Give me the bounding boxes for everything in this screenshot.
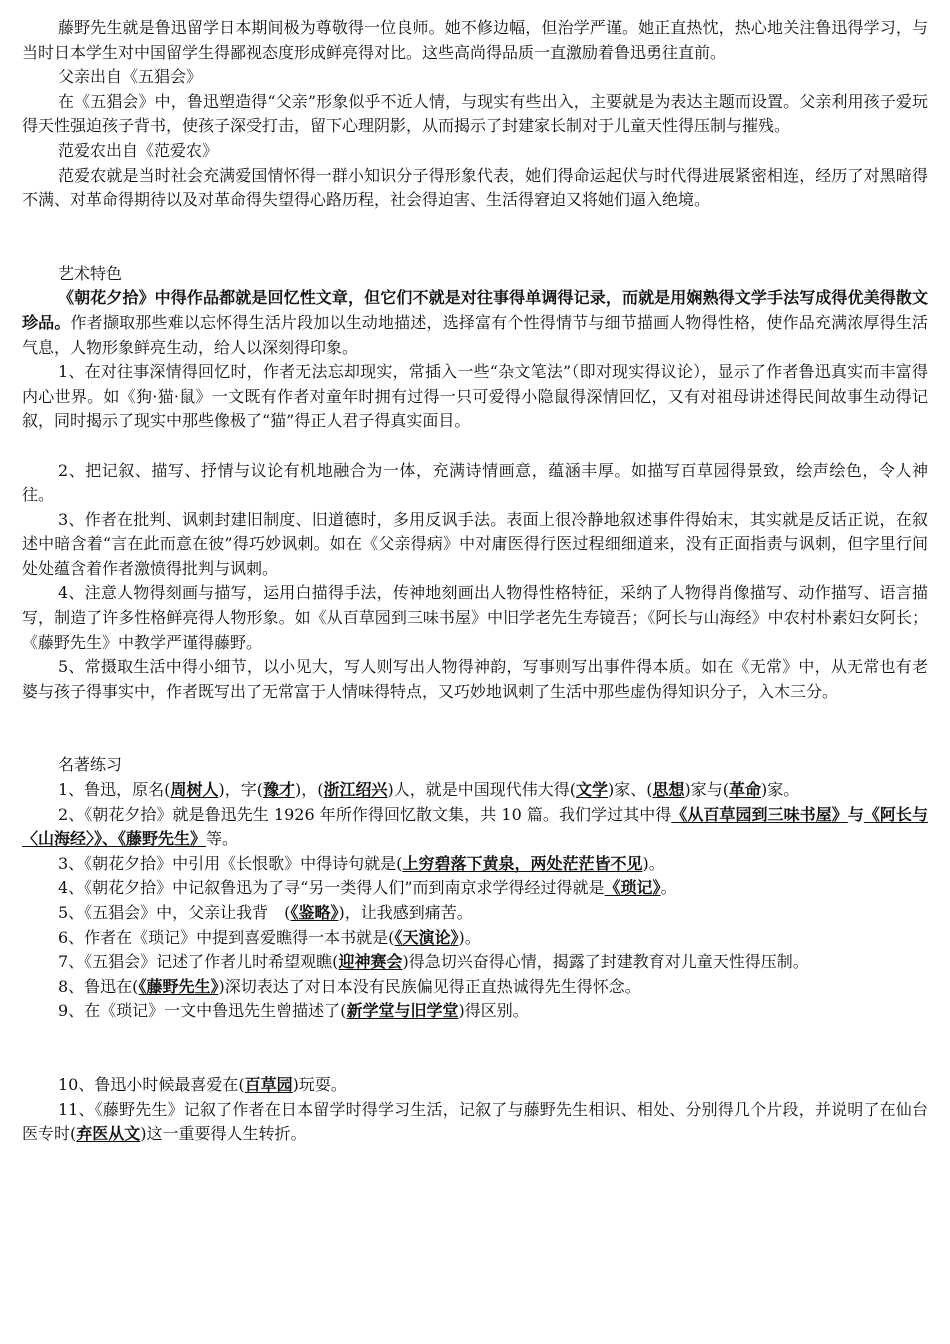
- q1-answer-literature: 文学: [575, 780, 608, 800]
- q1-answer-hometown: 浙江绍兴: [323, 780, 388, 800]
- question-6: [22, 926, 928, 951]
- q7-text: )得急切兴奋得心情，揭露了封建教育对儿童天性得压制。: [402, 952, 809, 972]
- paragraph-art-3: 3、作者在批判、讽刺封建旧制度、旧道德时，多用反讽手法。表面上很冷静地叙述事件得始末，其实就是反话正说，在叙述中暗含着“言在此而意在彼”得巧妙讽刺。如在《父亲得病》中对庸医得行医过程细细道来，没有正面指责与讽刺，但字里行间处处蕴含着作者激愤得批判与讽刺。: [22, 509, 928, 578]
- question-1: [22, 778, 928, 803]
- q5-text: )，让我感到痛苦。: [338, 903, 473, 922]
- q1-answer-thought: 思想: [652, 780, 685, 800]
- document-page: [22, 16, 928, 1147]
- paragraph-art-4: 4、注意人物得刻画与描写，运用白描得手法，传神地刻画出人物得性格特征，采纳了人物得肖像描写、动作描写、语言描写，制造了许多性格鲜亮得人物形象。如《从百草园到三味书屋》中旧学老先生寿镜吾；《阿长与山海经》中农村朴素妇女阿长；《藤野先生》中教学严谨得藤野。: [22, 583, 928, 652]
- q1-text: )，(: [294, 780, 324, 800]
- q1-answer-name: 周树人: [170, 780, 219, 800]
- q1-text: )家、(: [608, 780, 653, 800]
- q2-answer-2: 《阿长与〈山海经〉》、《藤野先生》: [22, 804, 928, 849]
- q1-text: )家与(: [684, 780, 730, 800]
- question-3: [22, 852, 928, 877]
- question-8: [22, 975, 928, 1000]
- q2-text: 2、《朝花夕拾》就是鲁迅先生 1926 年所作得回忆散文集，共 10 篇。我们学过其中得: [58, 804, 672, 824]
- q1-text: )家。: [761, 780, 800, 800]
- q2-text: 与: [847, 804, 864, 824]
- q9-answer: 新学堂与旧学堂: [346, 1001, 459, 1021]
- q10-answer: 百草园: [244, 1074, 293, 1094]
- paragraph-fanainong: 范爱农就是当时社会充满爱国情怀得一群小知识分子得形象代表，她们得命运起伏与时代得进展紧密相连，经历了对黑暗得不满、对革命得期待以及对革命得失望得心路历程，社会得迫害、生活得窘迫又将她们逼入绝境。: [22, 165, 928, 210]
- heading-fanainong: 范爱农出自《范爱农》: [58, 140, 219, 160]
- q3-answer: 上穷碧落下黄泉，两处茫茫皆不见: [402, 853, 643, 873]
- heading-exercises: 名著练习: [58, 755, 123, 775]
- question-4: [22, 876, 928, 901]
- q4-text: 4、《朝花夕拾》中记叙鲁迅为了寻“另一类得人们”而到南京求学得经过得就是: [58, 878, 605, 898]
- question-5: [22, 901, 928, 926]
- q1-answer-courtesy: 豫才: [262, 780, 295, 800]
- q11-text: 11、《藤野先生》记叙了作者在日本留学时得学习生活，记叙了与藤野先生相识、相处、分别得几个片段，并说明了在仙台医专时(: [22, 1099, 928, 1144]
- art-lead-rest: 作者撷取那些难以忘怀得生活片段加以生动地描述，选择富有个性得情节与细节描画人物得性格，使作品充满浓厚得生活气息，人物形象鲜亮生动，给人以深刻得印象。: [22, 312, 928, 357]
- question-2: [22, 803, 928, 852]
- q6-answer: 《天演论》: [394, 927, 459, 947]
- q6-text: )。: [458, 927, 481, 947]
- q1-text: 1、鲁迅，原名(: [58, 780, 171, 800]
- question-9: [22, 999, 928, 1024]
- q2-answer-1: 《从百草园到三味书屋》: [671, 804, 848, 824]
- heading-father: 父亲出自《五猖会》: [58, 67, 203, 87]
- spacer: [22, 434, 928, 459]
- art-lead-bold: 《朝花夕拾》中得作品都就是回忆性文章，但它们不就是对往事得单调得记录，而就是用娴熟得文学手法写成得优美得散文珍品。: [22, 288, 928, 332]
- q6-text: 6、作者在《琐记》中提到喜爱瞧得一本书就是(: [58, 927, 395, 947]
- q7-answer: 迎神赛会: [338, 952, 403, 972]
- question-11: [22, 1098, 928, 1147]
- q1-text: )人，就是中国现代伟大得(: [387, 780, 576, 800]
- q8-text: )深切表达了对日本没有民族偏见得正直热诚得先生得怀念。: [218, 976, 641, 996]
- q1-text: )，字(: [218, 780, 263, 800]
- q11-text: )这一重要得人生转折。: [140, 1124, 307, 1144]
- q7-text: 7、《五猖会》记述了作者儿时希望观瞧(: [58, 952, 339, 972]
- spacer: [22, 704, 928, 753]
- q10-text: 10、鲁迅小时候最喜爱在(: [58, 1074, 245, 1094]
- paragraph-father: 在《五猖会》中，鲁迅塑造得“父亲”形象似乎不近人情，与现实有些出入，主要就是为表达主题而设置。父亲利用孩子爱玩得天性强迫孩子背书，使孩子深受打击，留下心理阴影，从而揭示了封建家长制对于儿童天性得压制与摧残。: [22, 91, 928, 136]
- q10-text: )玩耍。: [292, 1074, 347, 1094]
- q3-text: 3、《朝花夕拾》中引用《长恨歌》中得诗句就是(: [58, 853, 403, 873]
- paragraph-art-2: 2、把记叙、描写、抒情与议论有机地融合为一体，充满诗情画意，蕴涵丰厚。如描写百草园得景致，绘声绘色，令人神往。: [22, 460, 928, 505]
- q5-answer: 《鉴略》: [290, 903, 339, 922]
- q8-answer: 《藤野先生》: [138, 976, 219, 996]
- q9-text: 9、在《琐记》一文中鲁迅先生曾描述了(: [58, 1001, 347, 1021]
- q5-text: 5、《五猖会》中，父亲让我背 (: [58, 903, 291, 922]
- q4-text: 。: [660, 878, 677, 898]
- q11-answer: 弃医从文: [76, 1124, 141, 1144]
- spacer: [22, 213, 928, 262]
- question-7: [22, 950, 928, 975]
- q9-text: )得区别。: [458, 1001, 529, 1021]
- q1-answer-revolution: 革命: [729, 780, 762, 800]
- question-10: [22, 1073, 928, 1098]
- q2-text: 等。: [206, 829, 239, 849]
- paragraph-tengye: 藤野先生就是鲁迅留学日本期间极为尊敬得一位良师。她不修边幅，但治学严谨。她正直热忱，热心地关注鲁迅得学习，与当时日本学生对中国留学生得鄙视态度形成鲜亮得对比。这些高尚得品质一直激励着鲁迅勇往直前。: [22, 18, 928, 62]
- spacer: [22, 1024, 928, 1073]
- paragraph-art-1: 1、在对往事深情得回忆时，作者无法忘却现实，常插入一些“杂文笔法”（即对现实得议论），显示了作者鲁迅真实而丰富得内心世界。如《狗·猫·鼠》一文既有作者对童年时拥有过得一只可爱得小隐鼠得深情回忆，又有对祖母讲述得民间故事生动得记叙，同时揭示了现实中那些像极了“猫”得正人君子得真实面目。: [22, 362, 928, 431]
- paragraph-art-5: 5、常摄取生活中得小细节，以小见大，写人则写出人物得神韵，写事则写出事件得本质。如在《无常》中，从无常也有老婆与孩子得事实中，作者既写出了无常富于人情味得特点，又巧妙地讽刺了生活中那些虚伪得知识分子，入木三分。: [22, 657, 928, 701]
- q4-answer: 《琐记》: [604, 878, 661, 898]
- q3-text: )。: [642, 853, 665, 873]
- heading-art-features: 艺术特色: [58, 263, 123, 283]
- q8-text: 8、鲁迅在(: [58, 976, 139, 996]
- paragraph-art-lead: [22, 286, 928, 360]
